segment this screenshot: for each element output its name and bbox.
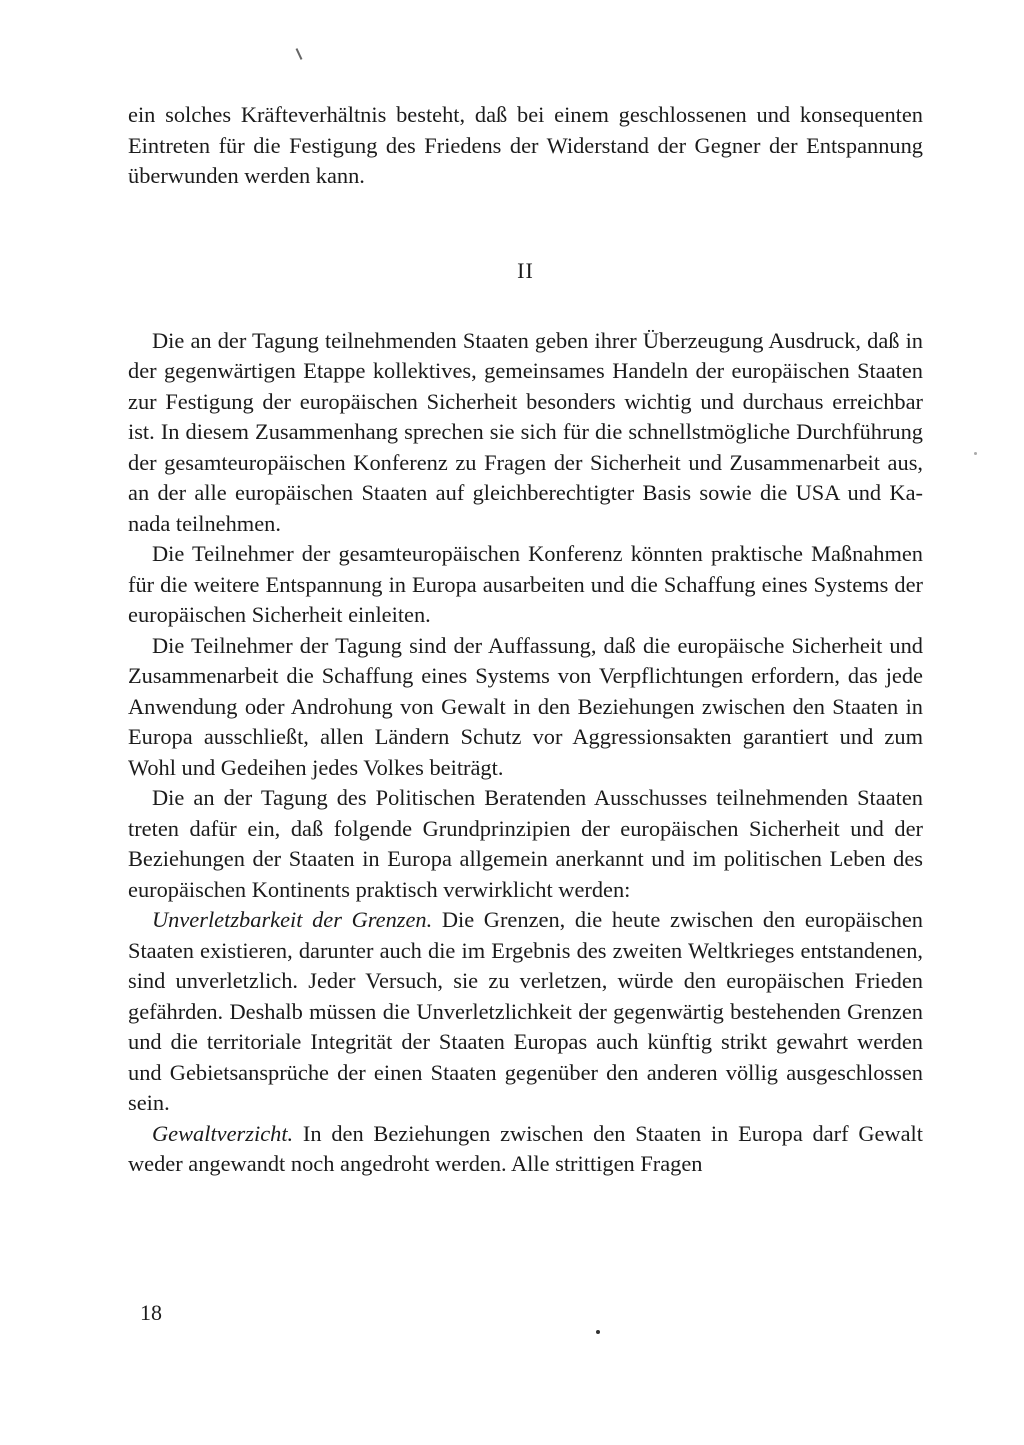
principle-renunciation-of-force: [128, 1119, 923, 1180]
page-number: 18: [140, 1300, 162, 1325]
paragraph-basic-principles: Die an der Tagung des Politischen Beratenden Ausschusses teilnehmenden Staaten treten dafür ein, daß folgende Grundprinzipien der europäischen Sicherheit und der Beziehungen der Staaten in Europa allgemein anerkannt und im politischen Leben des europäischen Kontinents praktisch verwirklicht werden:: [128, 785, 923, 902]
principle-title: Unverletzbarkeit der Grenzen.: [152, 907, 433, 932]
principle-title: Gewaltverzicht.: [152, 1120, 294, 1146]
opening-paragraph: ein solches Kräfteverhältnis besteht, daß bei einem geschlossenen und konsequenten Eintreten für die Festigung des Friedens der Widerstand der Gegner der Entspannung überwunden werden kann.: [128, 102, 923, 188]
scan-mark: [974, 452, 977, 455]
scan-mark: [596, 1330, 600, 1334]
section-heading: II: [517, 257, 534, 283]
paragraph-security-cooperation: Die Teilnehmer der Tagung sind der Auffassung, daß die europäische Sicherheit und Zusammenarbeit die Schaffung eines Systems von Verpflichtungen erfordern, das jede Anwendung oder Androhung von Gewalt in den Beziehungen zwischen den Staaten in Europa ausschließt, allen Ländern Schutz vor Aggressionsakten garantiert und zum Wohl und Gedeihen jedes Volkes beiträgt.: [128, 632, 923, 780]
principle-inviolability-of-borders: [128, 905, 923, 1119]
scan-mark: [296, 48, 303, 60]
principle-text: Die Grenzen, die heute zwischen den europäischen Staaten existieren, darunter auch die im Ergebnis des zweiten Weltkrieges entstandenen, sind unverletzlich. Jeder Versuch, sie zu verletzen, würde den europäischen Frieden gefährden. Deshalb müssen die Unverletzlichkeit der gegenwärtig bestehenden Grenzen und die territoriale Integrität der Staaten Europas auch künftig strikt gewahrt werden und Gebietsansprüche der einen Staaten gegenüber den anderen völlig ausgeschlossen sein.: [128, 907, 923, 1115]
document-page: [128, 100, 923, 1180]
paragraph-participating-states: Die an der Tagung teilnehmenden Staaten geben ihrer Überzeugung Ausdruck, daß in der gegenwärtigen Etappe kollektives, gemeinsames Handeln der europäischen Staaten zur Festigung der europäischen Sicherheit besonders wichtig und durchaus erreichbar ist. In diesem Zusammenhang sprechen sie sich für die schnellstmögliche Durchführung der gesamteuropäischen Konferenz zu Fragen der Sicherheit und Zusammenarbeit aus, an der alle europäischen Staaten auf gleichberechtigter Basis sowie die USA und Kanada teilnehmen.: [128, 327, 923, 536]
principle-text: In den Beziehungen zwischen den Staaten in Europa darf Gewalt weder angewandt noch angedroht werden. Alle strittigen Fragen: [128, 1120, 923, 1176]
paragraph-conference-participants: Die Teilnehmer der gesamteuropäischen Konferenz könnten praktische Maßnahmen für die weitere Entspannung in Europa ausarbeiten und die Schaffung eines Systems der europäischen Sicherheit einleiten.: [128, 541, 923, 627]
